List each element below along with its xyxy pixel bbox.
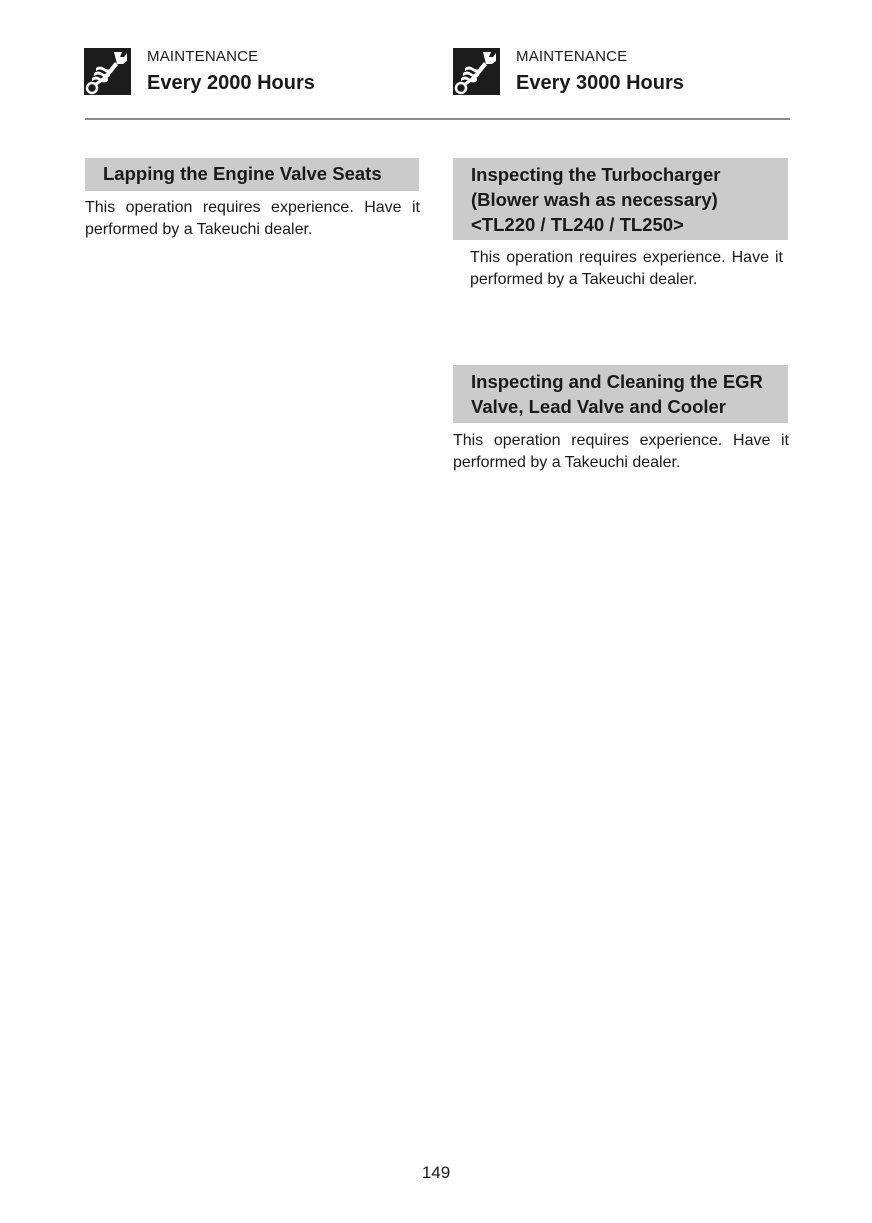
header-left xyxy=(84,46,424,106)
heading-line: Inspecting and Cleaning the EGR xyxy=(471,371,763,392)
header-kicker: MAINTENANCE xyxy=(516,48,628,65)
maintenance-wrench-icon xyxy=(84,48,131,95)
heading-line: Valve, Lead Valve and Cooler xyxy=(471,396,727,417)
header-title: Every 2000 Hours xyxy=(147,72,315,94)
section-heading-turbocharger xyxy=(453,158,788,240)
section-heading-egr xyxy=(453,365,788,423)
section-body-egr: This operation requires experience. Have it performed by a Takeuchi dealer. xyxy=(453,432,789,471)
section-body-turbocharger: This operation requires experience. Have it performed by a Takeuchi dealer. xyxy=(470,249,783,288)
section-heading-valve-seats: Lapping the Engine Valve Seats xyxy=(85,158,419,191)
section-body-valve-seats: This operation requires experience. Have it performed by a Takeuchi dealer. xyxy=(85,199,420,238)
header-kicker: MAINTENANCE xyxy=(147,48,259,65)
header-right xyxy=(453,46,793,106)
heading-line: (Blower wash as necessary) xyxy=(471,189,718,210)
header-divider xyxy=(85,118,790,120)
header-title: Every 3000 Hours xyxy=(516,72,684,94)
maintenance-wrench-icon xyxy=(453,48,500,95)
heading-line: <TL220 / TL240 / TL250> xyxy=(471,214,684,235)
heading-line: Inspecting the Turbocharger xyxy=(471,164,721,185)
page-number: 149 xyxy=(421,1163,451,1182)
